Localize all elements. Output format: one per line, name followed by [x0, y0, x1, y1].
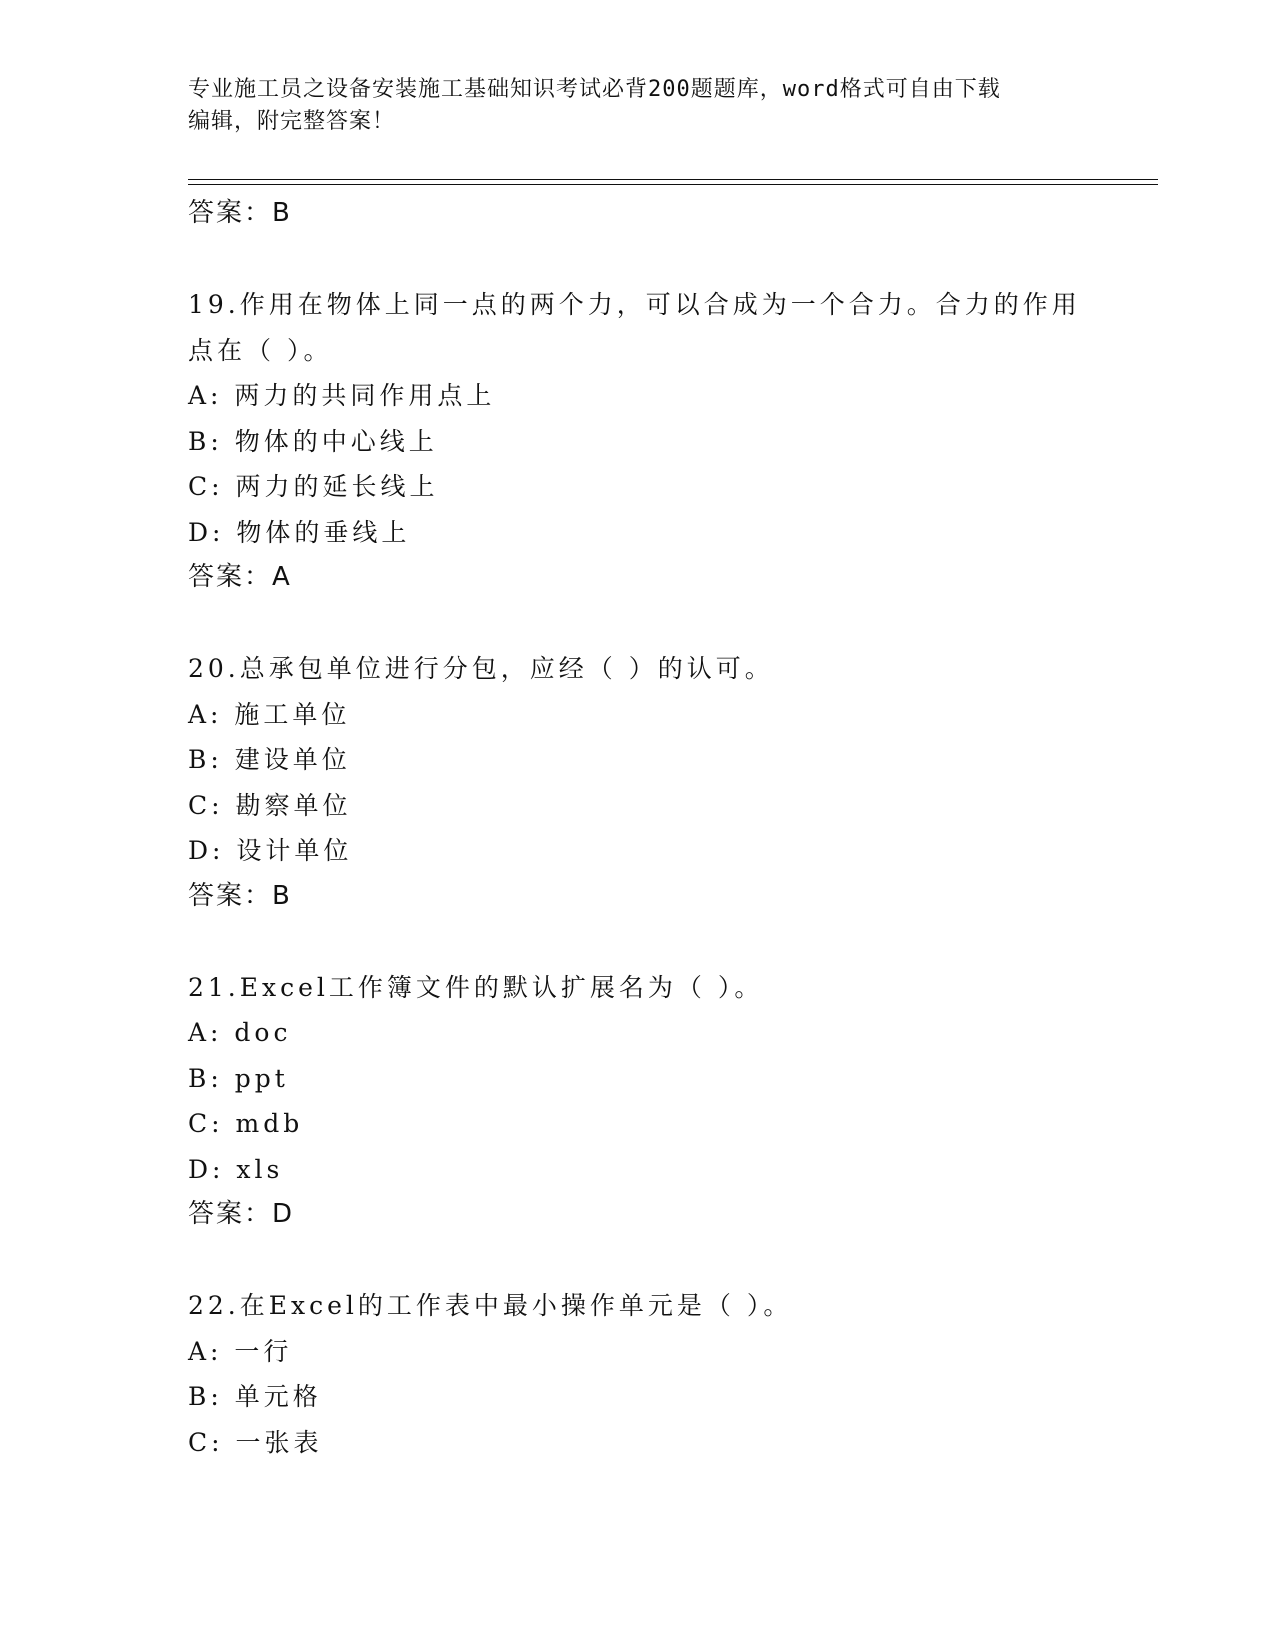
question-stem: 21.Excel工作簿文件的默认扩展名为（ ）。	[188, 972, 764, 1002]
header-divider-bottom	[188, 184, 1158, 185]
spacer	[188, 601, 1138, 647]
spacer	[188, 919, 1138, 965]
answer: 答案：B	[188, 880, 292, 911]
option-c: C: 一张表	[188, 1427, 323, 1457]
header-title-line-2: 编辑，附完整答案！	[188, 109, 396, 134]
option-d: D: 设计单位	[188, 836, 353, 865]
option-c: C: 两力的延长线上	[188, 472, 439, 501]
question-20	[188, 646, 1138, 919]
option-a: A: doc	[188, 1018, 292, 1047]
header-divider-top	[188, 179, 1158, 180]
option-b: B: 建设单位	[188, 745, 351, 774]
question-stem: 22.在Excel的工作表中最小操作单元是（ ）。	[188, 1291, 793, 1320]
spacer	[188, 237, 1138, 283]
spacer	[188, 1238, 1138, 1284]
option-d: D: 物体的垂线上	[188, 517, 411, 547]
option-c: C: 勘察单位	[188, 790, 352, 820]
option-c: C: mdb	[188, 1109, 304, 1138]
question-stem: 19.作用在物体上同一点的两个力，可以合成为一个合力。合力的作用	[188, 290, 1081, 319]
question-19	[188, 282, 1138, 601]
question-stem-continued: 点在（ ）。	[188, 335, 333, 365]
option-a: A: 一行	[188, 1336, 293, 1366]
option-d: D: xls	[188, 1154, 284, 1184]
option-b: B: 物体的中心线上	[188, 426, 438, 456]
answer: 答案：D	[188, 1199, 295, 1229]
question-list	[188, 191, 1138, 1465]
option-b: B: 单元格	[188, 1382, 322, 1411]
option-a: A: 两力的共同作用点上	[188, 381, 496, 410]
question-22	[188, 1283, 1138, 1465]
previous-answer: 答案：B	[188, 198, 292, 228]
question-stem: 20.总承包单位进行分包，应经（ ）的认可。	[188, 654, 774, 683]
option-a: A: 施工单位	[188, 699, 351, 729]
document-header	[188, 74, 1088, 138]
question-21	[188, 965, 1138, 1238]
option-b: B: ppt	[188, 1063, 289, 1093]
answer: 答案：A	[188, 562, 292, 592]
header-title-line-1: 专业施工员之设备安装施工基础知识考试必背200题题库，word格式可自由下载	[188, 77, 1001, 102]
